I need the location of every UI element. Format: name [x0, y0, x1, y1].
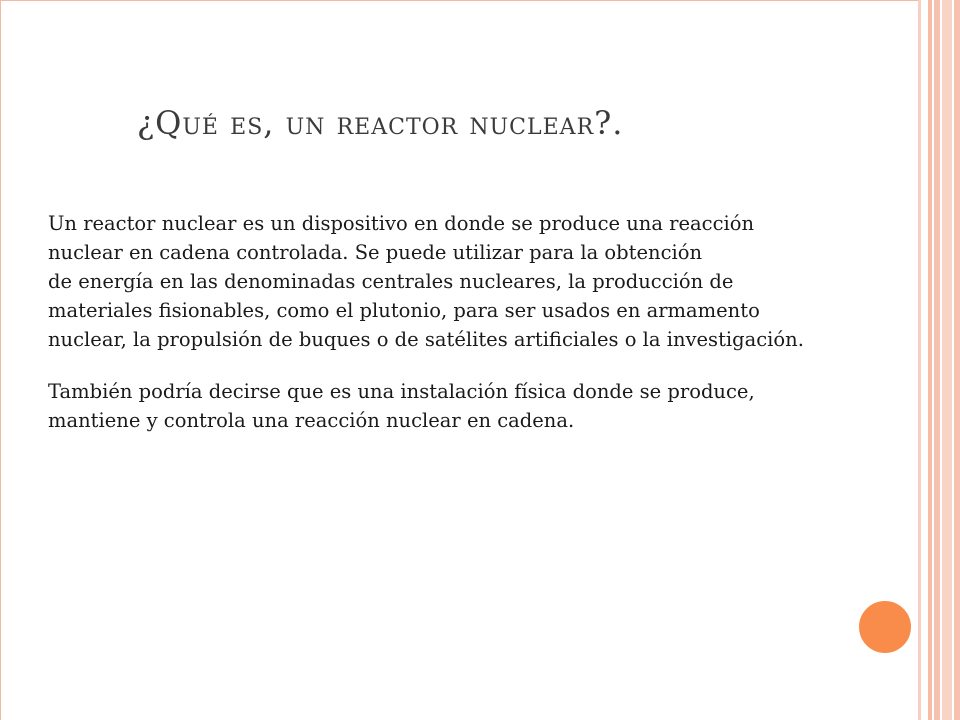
decorative-circle	[856, 598, 914, 656]
paragraph-gap	[48, 354, 908, 377]
frame-left-border	[0, 0, 1, 720]
frame-top-border	[0, 0, 960, 1]
slide-title: ¿Qué es, un reactor nuclear?.	[137, 104, 624, 142]
body-line: También podría decirse que es una instalación física donde se produce,	[48, 380, 755, 403]
body-line: mantiene y controla una reacción nuclear en cadena.	[48, 409, 575, 432]
body-line: de energía en las denominadas centrales nucleares, la producción de	[48, 270, 734, 293]
decorative-stripe	[954, 0, 960, 720]
body-line: materiales fisionables, como el plutonio, para ser usados en armamento	[48, 299, 760, 322]
decorative-stripe	[942, 0, 952, 720]
slide-body	[48, 209, 908, 435]
body-line: nuclear, la propulsión de buques o de satélites artificiales o la investigación.	[48, 328, 804, 351]
body-line: nuclear en cadena controlada. Se puede utilizar para la obtención	[48, 241, 703, 264]
body-line: Un reactor nuclear es un dispositivo en donde se produce una reacción	[48, 212, 755, 235]
decorative-stripe	[921, 0, 928, 720]
